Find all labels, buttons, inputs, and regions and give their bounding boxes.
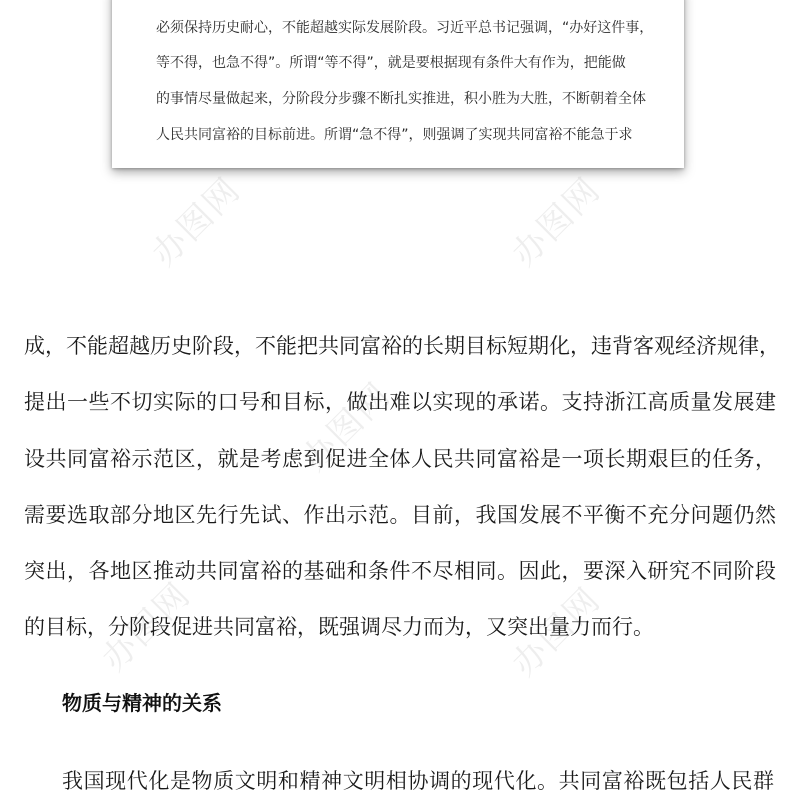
watermark: 办图网 xyxy=(504,579,609,685)
watermark: 办图网 xyxy=(94,574,199,680)
paragraph-line: 的目标，分阶段促进共同富裕，既强调尽力而为，又突出量力而行。 xyxy=(24,615,654,639)
paragraph-line: 突出，各地区推动共同富裕的基础和条件不尽相同。因此，要深入研究不同阶段 xyxy=(24,559,776,583)
watermark: 办图网 xyxy=(144,169,249,275)
excerpt-line: 等不得，也急不得”。所谓“等不得”，就是要根据现有条件大有作为，把能做 xyxy=(156,55,626,71)
excerpt-line: 人民共同富裕的目标前进。所谓“急不得”，则强调了实现共同富裕不能急于求 xyxy=(156,127,633,143)
paragraph-line: 需要选取部分地区先行先试、作出示范。目前，我国发展不平衡不充分问题仍然 xyxy=(24,503,776,527)
excerpt-line: 必须保持历史耐心，不能超越实际发展阶段。习近平总书记强调，“办好这件事， xyxy=(156,20,654,36)
excerpt-card xyxy=(112,0,684,168)
paragraph-line: 设共同富裕示范区，就是考虑到促进全体人民共同富裕是一项长期艰巨的任务， xyxy=(24,447,776,471)
excerpt-line: 的事情尽量做起来，分阶段分步骤不断扎实推进，积小胜为大胜，不断朝着全体 xyxy=(156,91,646,107)
paragraph-line: 成，不能超越历史阶段，不能把共同富裕的长期目标短期化，违背客观经济规律， xyxy=(24,334,780,358)
paragraph-line: 我国现代化是物质文明和精神文明相协调的现代化。共同富裕既包括人民群 xyxy=(62,769,774,793)
watermark: 办图网 xyxy=(504,169,609,275)
paragraph-line: 提出一些不切实际的口号和目标，做出难以实现的承诺。支持浙江高质量发展建 xyxy=(24,390,776,414)
section-heading: 物质与精神的关系 xyxy=(62,691,222,715)
watermark: 办图网 xyxy=(294,374,399,480)
